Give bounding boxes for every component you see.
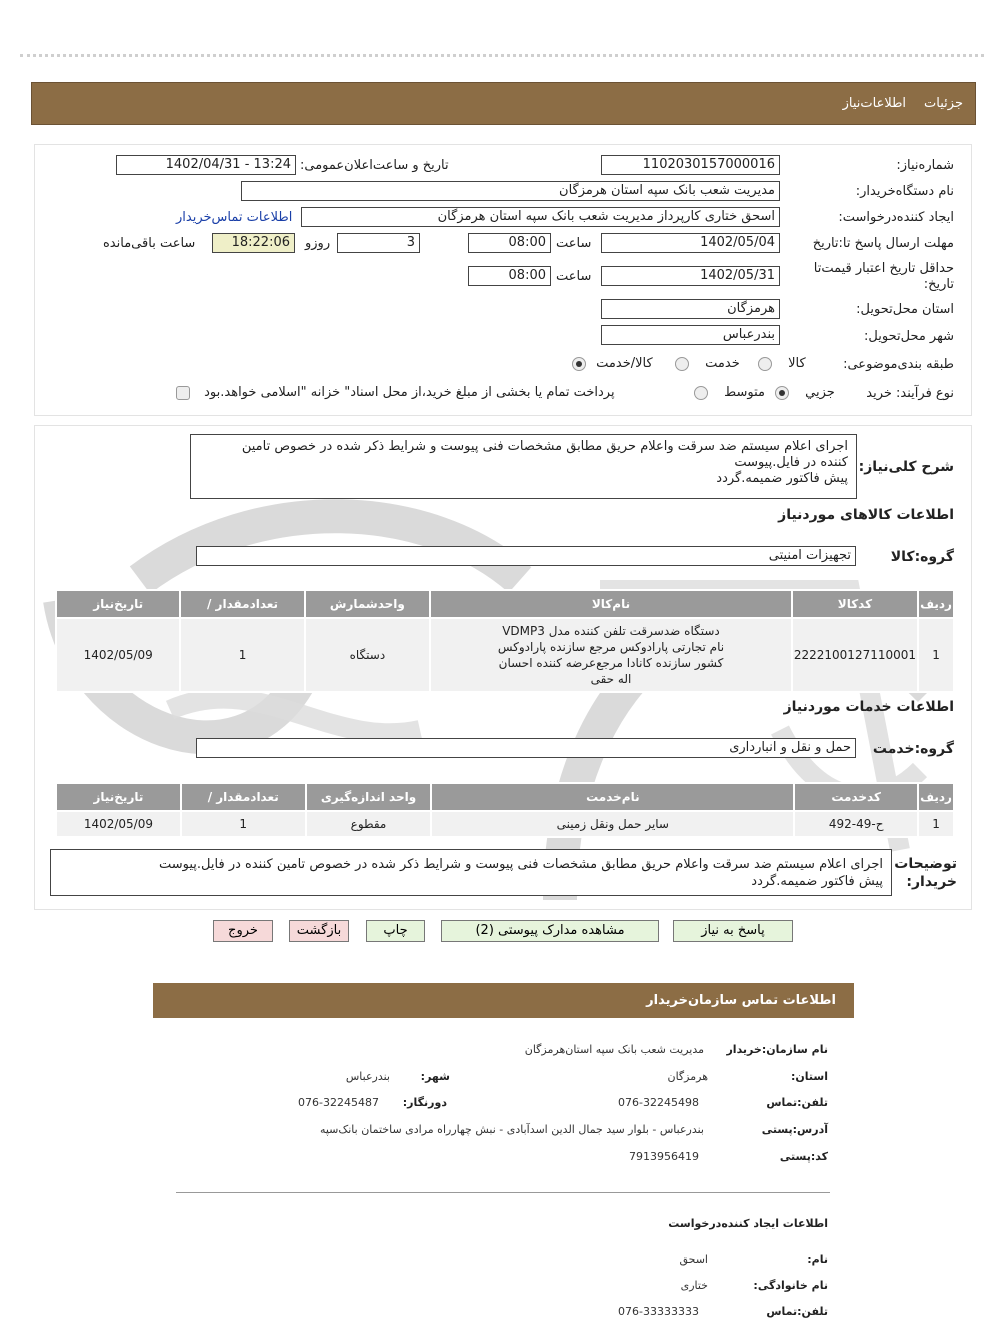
services-group-field: حمل و نقل و انبارداری <box>196 738 856 758</box>
description-line-1: اجرای اعلام سیستم ضد سرقت واعلام حریق مطابق مشخصات فنی پیوست و شرایط ذکر شده در خصوص تامین <box>241 439 848 454</box>
category-goods-service-radio[interactable] <box>572 357 586 371</box>
tab-need-info[interactable]: اطلاعات‌نیاز <box>842 96 907 111</box>
creator-field: اسحق ختاری کارپرداز مدیریت شعب بانک سپه استان هرمزگان <box>301 207 780 227</box>
creator-label: ایجاد کننده‌درخواست: <box>838 210 954 225</box>
back-button[interactable]: بازگشت <box>289 920 349 942</box>
category-service-radio[interactable] <box>675 357 689 371</box>
goods-cell-name: دستگاه ضدسرقت تلفن کننده مدل VDMP3 نام تجارتی پارادوکس مرجع سازنده پارادوکس کشور سازنده کانادا مرجع‌عرضه کننده احسان اله حقی <box>430 618 792 692</box>
contact-postal-value: 7913956419 <box>629 1150 699 1163</box>
contact-province-label: استان: <box>791 1070 828 1083</box>
goods-cell-row: 1 <box>918 618 954 692</box>
validity-label-2: تاریخ: <box>923 277 954 292</box>
creator-name-value: اسحق <box>679 1253 708 1266</box>
goods-table-row <box>56 618 954 692</box>
deadline-date-field: 1402/05/04 <box>601 233 780 253</box>
buyer-org-label: نام دستگاه‌خریدار: <box>855 184 954 199</box>
creator-family-value: ختاری <box>680 1279 708 1292</box>
payment-note <box>176 385 615 400</box>
announce-field: 1402/04/31 - 13:24 <box>116 155 296 175</box>
header-bar <box>31 82 976 125</box>
contact-city-value: بندرعباس <box>345 1070 390 1083</box>
goods-group-field: تجهیزات امنیتی <box>196 546 856 566</box>
goods-table-header <box>56 590 954 618</box>
services-cell-date: 1402/05/09 <box>56 811 181 837</box>
announce-label: تاریخ و ساعت‌اعلان‌عمومی: <box>300 158 449 173</box>
services-table-row <box>56 811 954 837</box>
services-table <box>55 782 955 838</box>
services-table-header <box>56 783 954 811</box>
contact-postal-label: کد:پستی <box>779 1150 828 1163</box>
contact-phone-value: 076-32245498 <box>618 1096 699 1109</box>
province-field: هرمزگان <box>601 299 780 319</box>
print-button[interactable]: چاپ <box>366 920 425 942</box>
contact-phone-label: تلفن:تماس <box>766 1096 828 1109</box>
contact-fax-value: 076-32245487 <box>298 1096 379 1109</box>
buyer-notes-box <box>50 849 892 896</box>
category-goods-radio[interactable] <box>758 357 772 371</box>
buyer-notes-line-1: اجرای اعلام سیستم ضد سرقت واعلام حریق مطابق مشخصات فنی پیوست و شرایط ذکر شده در خصوص تامین کننده در فایل.پیوست <box>159 857 883 872</box>
category-option-service[interactable] <box>675 356 740 371</box>
services-cell-code: ح-49-492 <box>794 811 918 837</box>
category-option-goods[interactable] <box>758 356 806 371</box>
description-line-3: پیش فاکتور ضمیمه.گردد <box>716 471 848 486</box>
contact-province-value: هرمزگان <box>667 1070 708 1083</box>
need-number-field: 1102030157000016 <box>601 155 780 175</box>
contact-divider <box>176 1192 830 1193</box>
contact-bar-title: اطلاعات تماس سازمان‌خریدار <box>646 993 836 1008</box>
buyer-notes-label-1: توضیحات <box>894 856 957 872</box>
description-label: شرح کلی‌نیاز: <box>858 459 954 475</box>
payment-note-text: پرداخت تمام یا بخشی از مبلغ خرید،از محل اسناد" خزانه "اسلامی خواهد.بود <box>204 385 615 400</box>
attachments-button[interactable]: مشاهده مدارک پیوستی (2) <box>441 920 659 942</box>
purchase-option-partial[interactable] <box>775 385 835 400</box>
goods-col-code: کدکالا <box>792 590 918 618</box>
services-cell-unit: مقطوع <box>306 811 432 837</box>
contact-org-label: نام سازمان:خریدار <box>726 1043 828 1056</box>
services-col-name: نام‌خدمت <box>431 783 794 811</box>
services-section-title: اطلاعات خدمات موردنیاز <box>783 699 954 715</box>
buyer-notes-line-2: پیش فاکتور ضمیمه.گردد <box>751 874 883 889</box>
services-col-date: تاریخ‌نیاز <box>56 783 181 811</box>
top-divider <box>20 54 984 57</box>
goods-cell-date: 1402/05/09 <box>56 618 180 692</box>
goods-col-date: تاریخ‌نیاز <box>56 590 180 618</box>
need-number-label: شماره‌نیاز: <box>896 158 954 173</box>
category-label: طبقه بندی‌موضوعی: <box>843 357 954 372</box>
exit-button[interactable]: خروج <box>213 920 273 942</box>
description-line-2: کننده در فایل.پیوست <box>734 455 848 470</box>
purchase-option-medium[interactable] <box>694 385 765 400</box>
tab-details[interactable]: جزئیات <box>924 96 963 111</box>
validity-time-label: ساعت <box>556 269 592 284</box>
category-goods-label: کالا <box>788 356 806 371</box>
city-field: بندرعباس <box>601 325 780 345</box>
contact-info-link[interactable]: اطلاعات تماس‌خریدار <box>176 210 293 225</box>
goods-col-row: ردیف <box>918 590 954 618</box>
deadline-label: مهلت ارسال پاسخ تا:تاریخ <box>812 236 954 251</box>
goods-table <box>55 589 955 693</box>
category-option-goods-service[interactable] <box>572 356 653 371</box>
days-label: روزو <box>305 236 331 251</box>
goods-section-title: اطلاعات کالاهای موردنیاز <box>778 507 954 523</box>
contact-city-label: شهر: <box>420 1070 450 1083</box>
purchase-medium-label: متوسط <box>724 385 765 400</box>
goods-cell-code: 2222100127110001 <box>792 618 918 692</box>
remaining-time-field: 18:22:06 <box>212 233 295 253</box>
buyer-notes-label-2: خریدار: <box>906 874 957 890</box>
services-col-row: ردیف <box>918 783 954 811</box>
city-label: شهر محل‌تحویل: <box>864 329 954 344</box>
goods-col-qty: تعدادمقدار / <box>180 590 304 618</box>
goods-col-name: نام‌کالا <box>430 590 792 618</box>
services-group-label: گروه:خدمت <box>872 741 954 757</box>
contact-address-label: آدرس:پستی <box>761 1123 828 1136</box>
category-service-label: خدمت <box>705 356 740 371</box>
payment-checkbox[interactable] <box>176 386 190 400</box>
province-label: استان محل‌تحویل: <box>856 302 954 317</box>
purchase-partial-radio[interactable] <box>775 386 789 400</box>
goods-col-unit: واحدشمارش <box>305 590 430 618</box>
validity-label-1: حداقل تاریخ اعتبار قیمت‌تا <box>813 261 954 276</box>
services-col-unit: واحد اندازه‌گیری <box>306 783 432 811</box>
deadline-time-field: 08:00 <box>468 233 551 253</box>
category-goods-service-label: کالا/خدمت <box>596 356 653 371</box>
services-cell-name: سایر حمل ونقل زمینی <box>431 811 794 837</box>
goods-cell-qty: 1 <box>180 618 304 692</box>
services-cell-qty: 1 <box>181 811 306 837</box>
days-field: 3 <box>337 233 420 253</box>
purchase-type-label: نوع فرآیند: خرید <box>866 386 954 401</box>
contact-address-value: بندرعباس - بلوار سید جمال الدین اسدآبادی - نبش چهارراه مرادی ساختمان بانک‌سپه <box>319 1123 704 1136</box>
creator-name-label: نام: <box>807 1253 828 1266</box>
contact-fax-label: دورنگار: <box>402 1096 447 1109</box>
validity-time-field: 08:00 <box>468 266 551 286</box>
services-col-code: کدخدمت <box>794 783 918 811</box>
contact-bar <box>153 983 854 1018</box>
remaining-label: ساعت باقی‌مانده <box>103 236 196 251</box>
reply-button[interactable]: پاسخ به نیاز <box>673 920 793 942</box>
creator-family-label: نام خانوادگی: <box>753 1279 828 1292</box>
creator-phone-label: تلفن:تماس <box>766 1305 828 1318</box>
buyer-org-field: مدیریت شعب بانک سپه استان هرمزگان <box>241 181 780 201</box>
description-box <box>190 434 857 499</box>
services-col-qty: تعدادمقدار / <box>181 783 306 811</box>
purchase-medium-radio[interactable] <box>694 386 708 400</box>
services-cell-row: 1 <box>918 811 954 837</box>
deadline-time-label: ساعت <box>556 236 592 251</box>
goods-group-label: گروه:کالا <box>890 549 954 565</box>
creator-info-title: اطلاعات ایجاد کننده‌درخواست <box>668 1217 828 1230</box>
goods-cell-unit: دستگاه <box>305 618 430 692</box>
validity-date-field: 1402/05/31 <box>601 266 780 286</box>
purchase-partial-label: جزیي <box>805 385 835 400</box>
contact-org-value: مدیریت شعب بانک سپه استان‌هرمزگان <box>524 1043 704 1056</box>
creator-phone-value: 076-33333333 <box>618 1305 699 1318</box>
